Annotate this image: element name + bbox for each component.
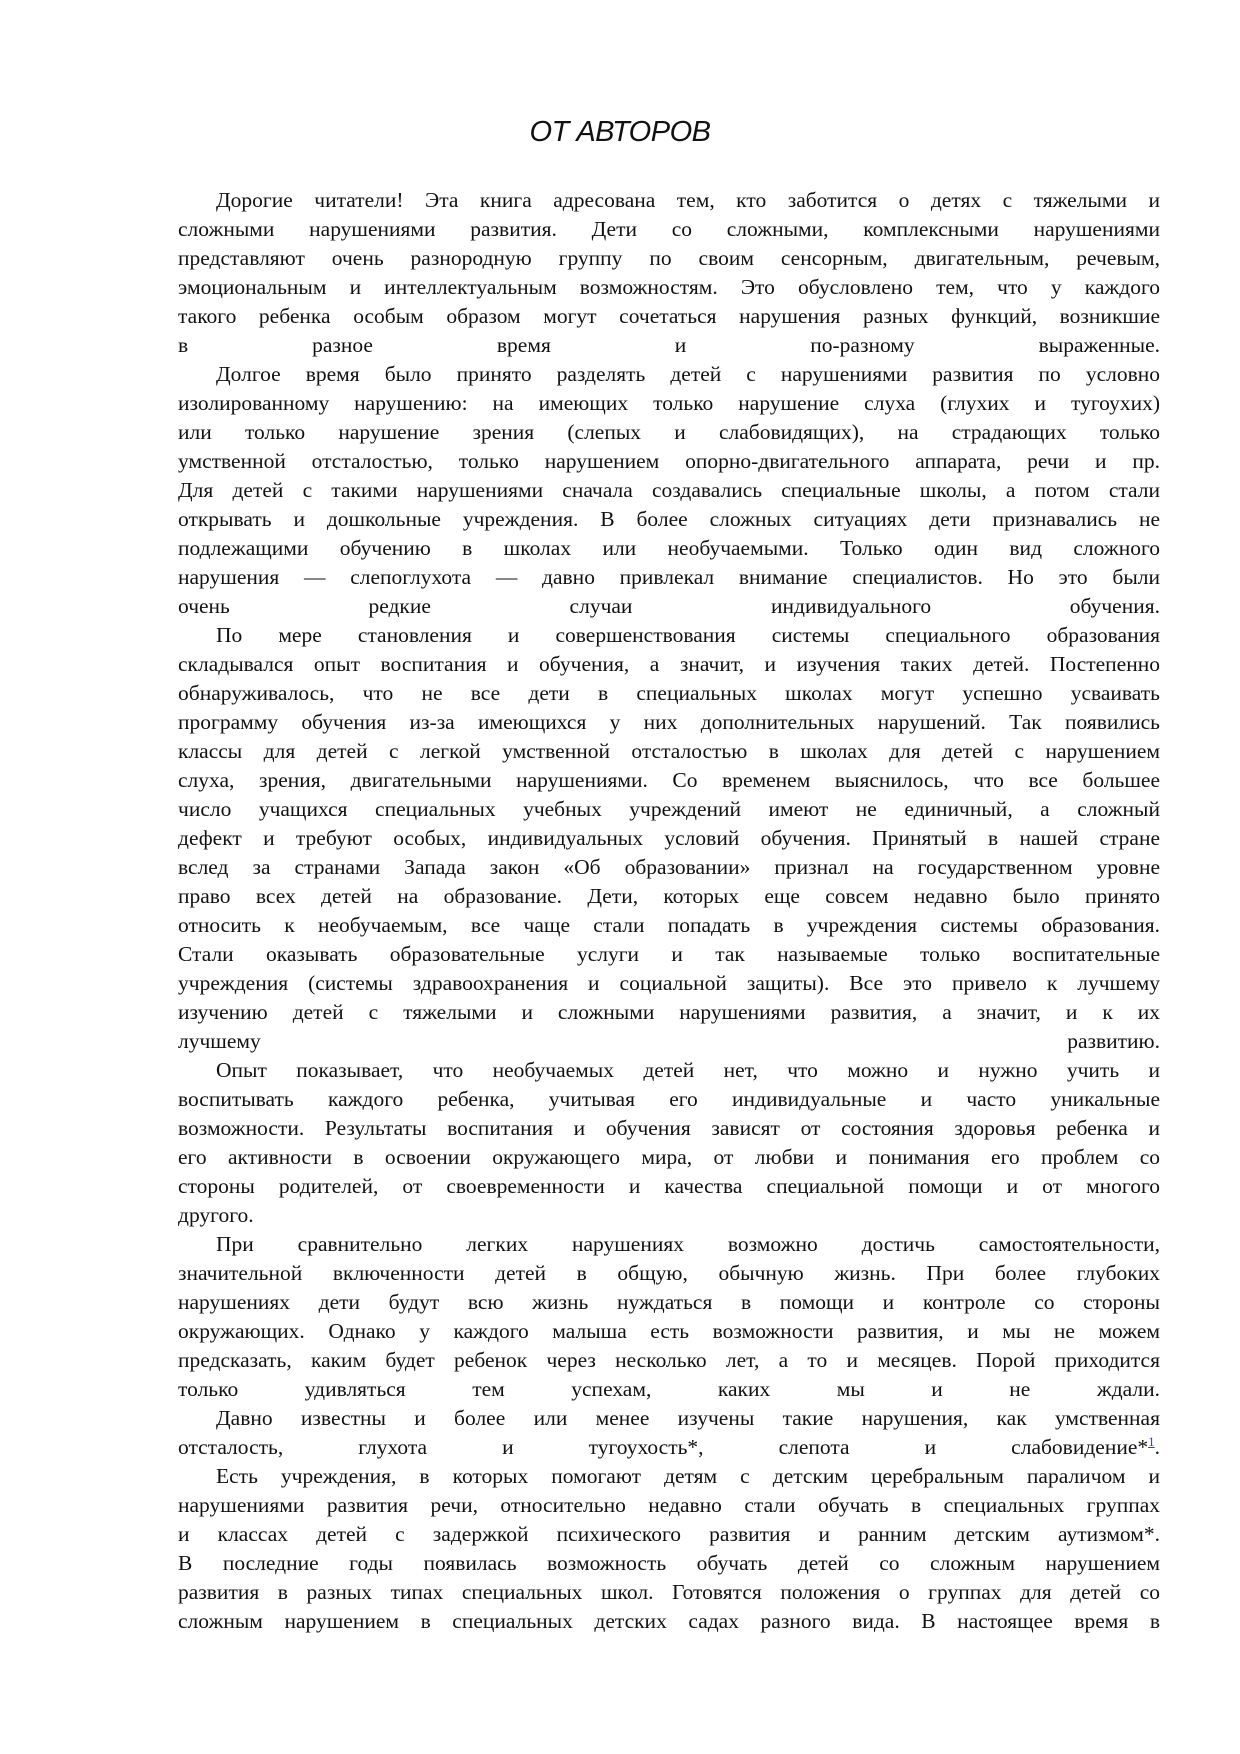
text-line: такого ребенка особым образом могут сочетаться нарушения разных функций, возникшие (178, 304, 1160, 328)
paragraph (178, 360, 1160, 621)
text-line: очень редкие случаи индивидуального обучения. (178, 594, 1160, 618)
text-line: Опыт показывает, что необучаемых детей нет, что можно и нужно учить и (216, 1058, 1160, 1082)
text-line: сложным нарушением в специальных детских садах разного вида. В настоящее время в (178, 1609, 1160, 1633)
text-line: или только нарушение зрения (слепых и слабовидящих), на страдающих только (178, 420, 1160, 444)
text-line: только удивляться тем успехам, каких мы и не ждали. (178, 1377, 1160, 1401)
text-line: Давно известны и более или менее изучены такие нарушения, как умственная (216, 1406, 1160, 1430)
text-line: окружающих. Однако у каждого малыша есть возможности развития, и мы не можем (178, 1319, 1160, 1343)
text-line: нарушениями развития речи, относительно недавно стали обучать в специальных группах (178, 1493, 1160, 1517)
text-line: представляют очень разнородную группу по своим сенсорным, двигательным, речевым, (178, 246, 1160, 270)
text-line: изучению детей с тяжелыми и сложными нарушениями развития, а значит, и к их (178, 1000, 1160, 1024)
page-title: ОТ АВТОРОВ (529, 116, 711, 148)
text-line-content: отсталость, глухота и тугоухость*, слепота и слабовидение* (178, 1435, 1149, 1459)
text-line: учреждения (системы здравоохранения и социальной защиты). Все это привело к лучшему (178, 971, 1160, 995)
text-line: нарушениях дети будут всю жизнь нуждаться в помощи и контроле со стороны (178, 1290, 1160, 1314)
text-line: предсказать, каким будет ребенок через несколько лет, а то и месяцев. Порой приходится (178, 1348, 1160, 1372)
text-line: сложными нарушениями развития. Дети со сложными, комплексными нарушениями (178, 217, 1160, 241)
text-line: подлежащими обучению в школах или необучаемыми. Только один вид сложного (178, 536, 1160, 560)
text-line: возможности. Результаты воспитания и обучения зависят от состояния здоровья ребенка и (178, 1116, 1160, 1140)
text-line: Стали оказывать образовательные услуги и так называемые только воспитательные (178, 942, 1160, 966)
text-line: умственной отсталостью, только нарушением опорно-двигательного аппарата, речи и пр. (178, 449, 1160, 473)
text-line: При сравнительно легких нарушениях возможно достичь самостоятельности, (216, 1232, 1160, 1256)
text-line: обнаруживалось, что не все дети в специальных школах могут успешно усваивать (178, 681, 1160, 705)
text-line-tail: . (1154, 1435, 1160, 1459)
text-line: нарушения — слепоглухота — давно привлекал внимание специалистов. Но это были (178, 565, 1160, 589)
text-line: программу обучения из-за имеющихся у них дополнительных нарушений. Так появились (178, 710, 1160, 734)
text-line: складывался опыт воспитания и обучения, а значит, и изучения таких детей. Постепенно (178, 652, 1160, 676)
text-line: слуха, зрения, двигательными нарушениями. Со временем выяснилось, что все большее (178, 768, 1160, 792)
paragraph (178, 621, 1160, 1056)
text-line: его активности в освоении окружающего мира, от любви и понимания его проблем со (178, 1145, 1160, 1169)
text-line: число учащихся специальных учебных учреждений имеют не единичный, а сложный (178, 797, 1160, 821)
text-line: открывать и дошкольные учреждения. В более сложных ситуациях дети признавались не (178, 507, 1160, 531)
paragraph (178, 1404, 1160, 1462)
text-line: классы для детей с легкой умственной отсталостью в школах для детей с нарушением (178, 739, 1160, 763)
text-line: эмоциональным и интеллектуальным возможностям. Это обусловлено тем, что у каждого (178, 275, 1160, 299)
text-line: изолированному нарушению: на имеющих только нарушение слуха (глухих и тугоухих) (178, 391, 1160, 415)
text-line: в разное время и по-разному выраженные. (178, 333, 1160, 357)
text-line: Дорогие читатели! Эта книга адресована тем, кто заботится о детях с тяжелыми и (216, 188, 1160, 212)
text-line: Для детей с такими нарушениями сначала создавались специальные школы, а потом стали (178, 478, 1160, 502)
text-line: и классах детей с задержкой психического развития и ранним детским аутизмом*. (178, 1522, 1160, 1546)
text-line: развития в разных типах специальных школ. Готовятся положения о группах для детей со (178, 1580, 1160, 1604)
document-body (178, 186, 1160, 1636)
text-line: относить к необучаемым, все чаще стали попадать в учреждения системы образования. (178, 913, 1160, 937)
text-line: другого. (178, 1203, 254, 1227)
text-line: По мере становления и совершенствования системы специального образования (216, 623, 1160, 647)
text-line: В последние годы появилась возможность обучать детей со сложным нарушением (178, 1551, 1160, 1575)
paragraph (178, 1056, 1160, 1230)
text-line: вслед за странами Запада закон «Об образовании» признал на государственном уровне (178, 855, 1160, 879)
text-line: стороны родителей, от своевременности и качества специальной помощи и от многого (178, 1174, 1160, 1198)
paragraph (178, 186, 1160, 360)
text-line: лучшему развитию. (178, 1029, 1160, 1053)
text-line (178, 1433, 1160, 1462)
text-line: Есть учреждения, в которых помогают детям с детским церебральным параличом и (216, 1464, 1160, 1488)
footnote-link[interactable]: 1 (1148, 1433, 1155, 1449)
text-line: значительной включенности детей в общую, обычную жизнь. При более глубоких (178, 1261, 1160, 1285)
text-line: дефект и требуют особых, индивидуальных условий обучения. Принятый в нашей стране (178, 826, 1160, 850)
text-line: Долгое время было принято разделять детей с нарушениями развития по условно (216, 362, 1160, 386)
paragraph (178, 1230, 1160, 1404)
text-line: право всех детей на образование. Дети, которых еще совсем недавно было принято (178, 884, 1160, 908)
text-line: воспитывать каждого ребенка, учитывая его индивидуальные и часто уникальные (178, 1087, 1160, 1111)
paragraph (178, 1462, 1160, 1636)
